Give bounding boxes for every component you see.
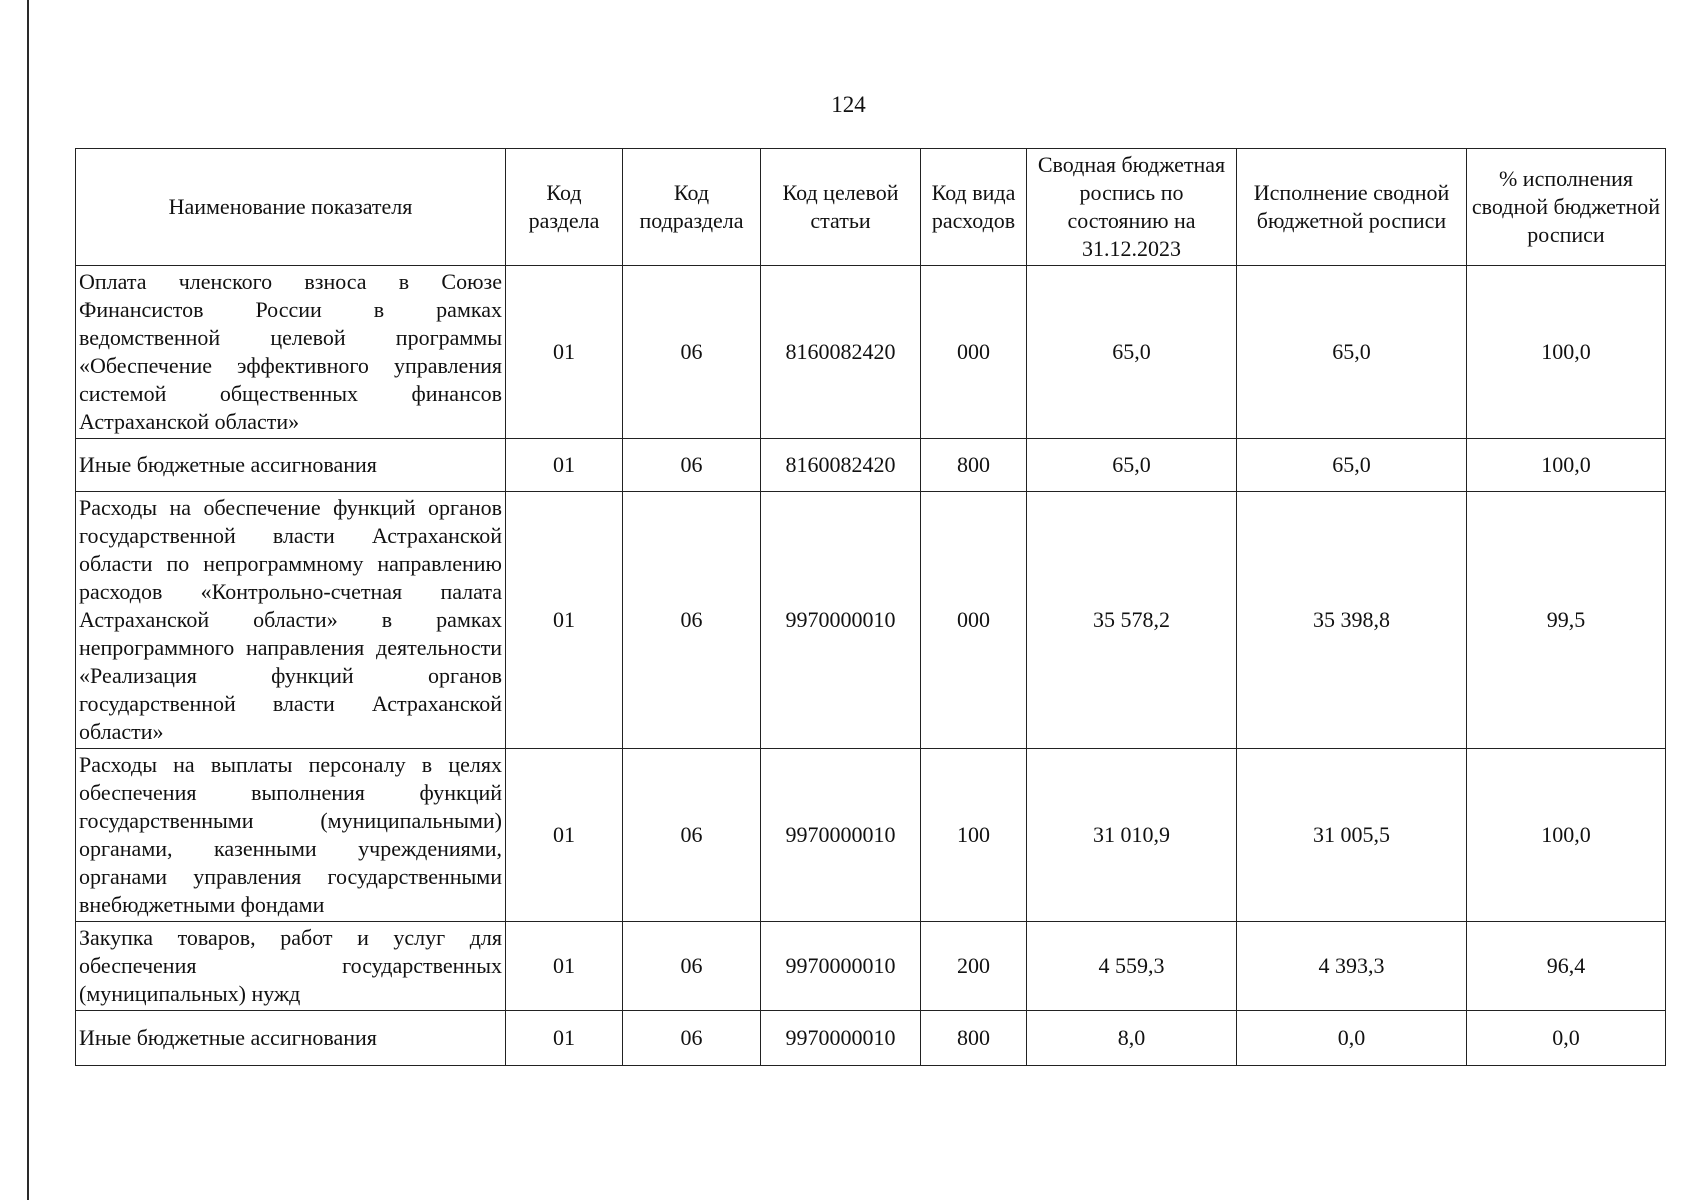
expense-type-code: 000 [921,492,1027,749]
indicator-name: Иные бюджетные ассигнования [76,439,506,492]
left-margin-line [27,0,29,1200]
header-budget-plan: Сводная бюджетная роспись по состоянию на 31.12.2023 [1027,149,1237,266]
section-code: 01 [506,1011,623,1066]
execution-percent-value: 0,0 [1467,1011,1666,1066]
indicator-name: Оплата членского взноса в Союзе Финансистов России в рамках ведомственной целевой программы «Обеспечение эффективного управления системой общественных финансов Астраханской области» [76,266,506,439]
budget-plan-value: 65,0 [1027,266,1237,439]
execution-percent-value: 96,4 [1467,922,1666,1011]
subsection-code: 06 [623,439,761,492]
target-code: 9970000010 [761,1011,921,1066]
header-section-code: Код раздела [506,149,623,266]
budget-plan-value: 4 559,3 [1027,922,1237,1011]
execution-percent-value: 100,0 [1467,439,1666,492]
table-row [76,749,1666,922]
target-code: 8160082420 [761,266,921,439]
budget-table [75,148,1666,1066]
section-code: 01 [506,439,623,492]
page-number: 124 [831,92,866,117]
section-code: 01 [506,922,623,1011]
execution-percent-value: 100,0 [1467,749,1666,922]
budget-execution-value: 65,0 [1237,266,1467,439]
budget-plan-value: 65,0 [1027,439,1237,492]
budget-execution-value: 31 005,5 [1237,749,1467,922]
budget-plan-value: 31 010,9 [1027,749,1237,922]
header-expense-type-code: Код вида расходов [921,149,1027,266]
expense-type-code: 000 [921,266,1027,439]
expense-type-code: 100 [921,749,1027,922]
expense-type-code: 200 [921,922,1027,1011]
budget-execution-value: 35 398,8 [1237,492,1467,749]
header-budget-execution: Исполнение сводной бюджетной росписи [1237,149,1467,266]
target-code: 9970000010 [761,749,921,922]
budget-plan-value: 35 578,2 [1027,492,1237,749]
indicator-name: Расходы на выплаты персоналу в целях обеспечения выполнения функций государственными (муниципальными) органами, казенными учреждениями, органами управления государственными внебюджетными фондами [76,749,506,922]
subsection-code: 06 [623,492,761,749]
header-subsection-code: Код подраздела [623,149,761,266]
table-header-row [76,149,1666,266]
header-target-code: Код целевой статьи [761,149,921,266]
indicator-name: Расходы на обеспечение функций органов государственной власти Астраханской области по непрограммному направлению расходов «Контрольно-счетная палата Астраханской области» в рамках непрограммного направления деятельности «Реализация функций органов государственной власти Астраханской области» [76,492,506,749]
indicator-name: Закупка товаров, работ и услуг для обеспечения государственных (муниципальных) нужд [76,922,506,1011]
budget-plan-value: 8,0 [1027,1011,1237,1066]
table-row [76,492,1666,749]
budget-execution-value: 4 393,3 [1237,922,1467,1011]
section-code: 01 [506,266,623,439]
execution-percent-value: 100,0 [1467,266,1666,439]
target-code: 9970000010 [761,922,921,1011]
indicator-name: Иные бюджетные ассигнования [76,1011,506,1066]
header-indicator-name: Наименование показателя [76,149,506,266]
subsection-code: 06 [623,749,761,922]
table-row [76,922,1666,1011]
table-row [76,439,1666,492]
subsection-code: 06 [623,266,761,439]
target-code: 9970000010 [761,492,921,749]
header-execution-percent: % исполнения сводной бюджетной росписи [1467,149,1666,266]
target-code: 8160082420 [761,439,921,492]
table-row [76,266,1666,439]
execution-percent-value: 99,5 [1467,492,1666,749]
section-code: 01 [506,492,623,749]
subsection-code: 06 [623,1011,761,1066]
budget-execution-value: 65,0 [1237,439,1467,492]
expense-type-code: 800 [921,439,1027,492]
budget-execution-value: 0,0 [1237,1011,1467,1066]
expense-type-code: 800 [921,1011,1027,1066]
table-row [76,1011,1666,1066]
section-code: 01 [506,749,623,922]
subsection-code: 06 [623,922,761,1011]
